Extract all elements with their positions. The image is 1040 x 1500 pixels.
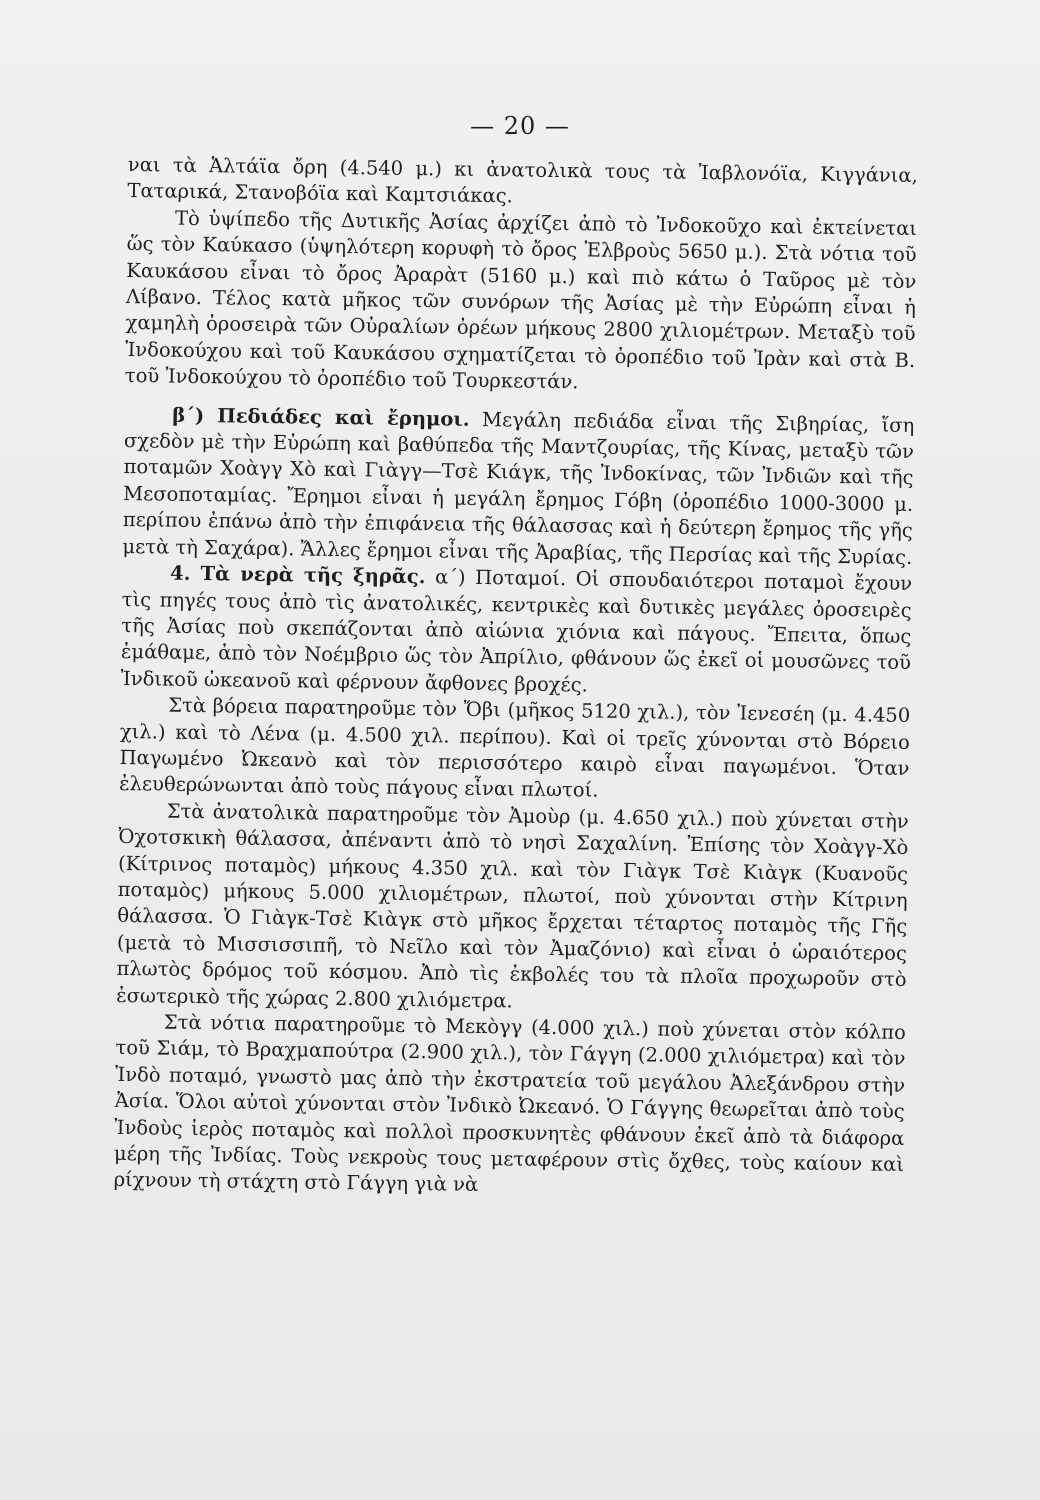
body-text <box>113 152 917 1205</box>
paragraph-waters-rivers <box>120 560 912 703</box>
paragraph-text: Στὰ νότια παρατηροῦμε τὸ Μεκὸγγ (4.000 χιλ.) ποὺ χύνεται στὸν κόλπο τοῦ Σιάμ, τὸ Βραχμαπούτρα (2.900 χιλ.), τὸν Γάγγη (2.000 χιλιόμετρα) καὶ τὸν Ἰνδὸ ποταμό, γνωστὸ μας ἀπὸ τὴν ἐκστρατεία τοῦ μεγάλου Ἀλεξάνδρου στὴν Ἀσία. Ὅλοι αὐτοὶ χύνονται στὸν Ἰνδικὸ Ὠκεανό. Ὁ Γάγγης θεωρεῖται ἀπὸ τοὺς Ἰνδοὺς ἱερὸς ποταμὸς καὶ πολλοὶ προσκυνητὲς φθάνουν ἐκεῖ ἀπὸ τὰ διάφορα μέρη τῆς Ἰνδίας. Τοὺς νεκροὺς τους μεταφέρουν στὶς ὄχθες, τοὺς καίουν καὶ ρίχνουν τὴ στάχτη στὸ Γάγγη γιὰ νὰ <box>113 1010 906 1197</box>
page-number: — 20 — <box>470 112 570 140</box>
paragraph-eastern-rivers <box>116 798 909 1020</box>
section-heading-plains: β΄) Πεδιάδες καὶ ἔρημοι. <box>172 403 470 431</box>
paragraph-text: α΄) Ποταμοί. Οἱ σπουδαιότεροι ποταμοὶ ἔχουν τὶς πηγές τους ἀπὸ τὶς ἀνατολικές, κεντρικὲς καὶ δυτικὲς μεγάλες ὀροσειρὲς τῆς Ἀσίας ποὺ σκεπάζονται ἀπὸ αἰώνια χιόνια καὶ πάγους. Ἔπειτα, ὅπως ἐμάθαμε, ἀπὸ τὸν Νοέμβριο ὥς τὸν Ἀπρίλιο, φθάνουν ὥς ἐκεῖ οἱ μουσῶνες τοῦ Ἰνδικοῦ ὠκεανοῦ καὶ φέρνουν ἄφθονες βροχές. <box>120 565 913 697</box>
paragraph-western-asia-plateau <box>125 205 918 401</box>
paragraph-northern-rivers <box>119 692 910 809</box>
paragraph-text: Στὰ ἀνατολικὰ παρατηροῦμε τὸν Ἀμοὺρ (μ. 4.650 χιλ.) ποὺ χύνεται στὴν Ὀχοτσκικὴ θάλασσα, ἀπέναντι ἀπὸ τὸ νησὶ Σαχαλίνη. Ἐπίσης τὸν Χοὰγγ-Χὸ (Κίτρινος ποταμὸς) μήκους 4.350 χιλ. καὶ τὸν Γιὰγκ Τσὲ Κιὰγκ (Κυανοῦς ποταμὸς) μήκους 5.000 χιλιομέτρων, πλωτοί, ποὺ χύνονται στὴν Κίτρινη θάλασσα. Ὁ Γιὰγκ-Τσὲ Κιὰγκ στὸ μῆκος ἔρχεται τέταρτος ποταμὸς τῆς Γῆς (μετὰ τὸ Μισσισσιπῆ, τὸ Νεῖλο καὶ τὸν Ἀμαζόνιο) καὶ εἶναι ὁ ὡραιότερος πλωτὸς δρόμος τοῦ κόσμου. Ἀπὸ τὶς ἐκβολές του τὰ πλοῖα προχωροῦν στὸ ἐσωτερικὸ τῆς χώρας 2.800 χιλιόμετρα. <box>116 799 909 1013</box>
paragraph-text: Τὸ ὑψίπεδο τῆς Δυτικῆς Ἀσίας ἀρχίζει ἀπὸ τὸ Ἰνδοκοῦχο καὶ ἐκτείνεται ὥς τὸν Καύκασο (ὑψηλότερη κορυφὴ τὸ ὄρος Ἐλβροὺς 5650 μ.). Στὰ νότια τοῦ Καυκάσου εἶναι τὸ ὄρος Ἀραρὰτ (5160 μ.) καὶ πιὸ κάτω ὁ Ταῦρος μὲ τὸν Λίβανο. Τέλος κατὰ μῆκος τῶν συνόρων τῆς Ἀσίας μὲ τὴν Εὐρώπη εἶναι ἡ χαμηλὴ ὀροσειρὰ τῶν Οὐραλίων ὀρέων μήκους 2800 χιλιομέτρων. Μεταξὺ τοῦ Ἰνδοκούχου καὶ τοῦ Καυκάσου σχηματίζεται τὸ ὀροπέδιο τοῦ Ἰρὰν καὶ στὰ Β. τοῦ Ἰνδοκούχου τὸ ὀροπέδιο τοῦ Τουρκεστάν. <box>124 206 918 394</box>
paragraph-text: ναι τὰ Ἀλτάϊα ὄρη (4.540 μ.) κι ἀνατολικὰ τους τὰ Ἰαβλονόϊα, Κιγγάνια, Ταταρικά, Στανοβόϊα καὶ Καμτσιάκας. <box>127 152 918 208</box>
paragraph-southern-rivers <box>113 1009 906 1205</box>
paragraph-text: Μεγάλη πεδιάδα εἶναι τῆς Σιβηρίας, ἴση σχεδὸν μὲ τὴν Εὐρώπη καὶ βαθύπεδα τῆς Μαντζουρίας, τῆς Κίνας, μεταξὺ τῶν ποταμῶν Χοὰγγ Χὸ καὶ Γιὰγγ—Τσὲ Κιάγκ, τῆς Ἰνδοκίνας, τῶν Ἰνδιῶν καὶ τῆς Μεσοποταμίας. Ἔρημοι εἶναι ἡ μεγάλη ἔρημος Γόβη (ὀροπέδιο 1000-3000 μ. περίπου ἐπάνω ἀπὸ τὴν ἐπιφάνεια τῆς θάλασσας καὶ ἡ δεύτερη ἔρημος τῆς γῆς μετὰ τὴ Σαχάρα). Ἄλλες ἔρημοι εἶναι τῆς Ἀραβίας, τῆς Περσίας καὶ τῆς Συρίας. <box>122 407 915 569</box>
paragraph-plains-and-deserts <box>122 402 914 571</box>
section-heading-waters: 4. Τὰ νερὰ τῆς ξηρᾶς. <box>169 561 426 589</box>
paragraph-text: Στὰ βόρεια παρατηροῦμε τὸν Ὄβι (μῆκος 5120 χιλ.), τὸν Ἰενεσέη (μ. 4.450 χιλ.) καὶ τὸ Λένα (μ. 4.500 χιλ. περίπου). Καὶ οἱ τρεῖς χύνονται στὸ Βόρειο Παγωμένο Ὠκεανὸ καὶ τὸν περισσότερο καιρὸ εἶναι παγωμένοι. Ὅταν ἐλευθερώνωνται ἀπὸ τοὺς πάγους εἶναι πλωτοί. <box>119 693 911 802</box>
